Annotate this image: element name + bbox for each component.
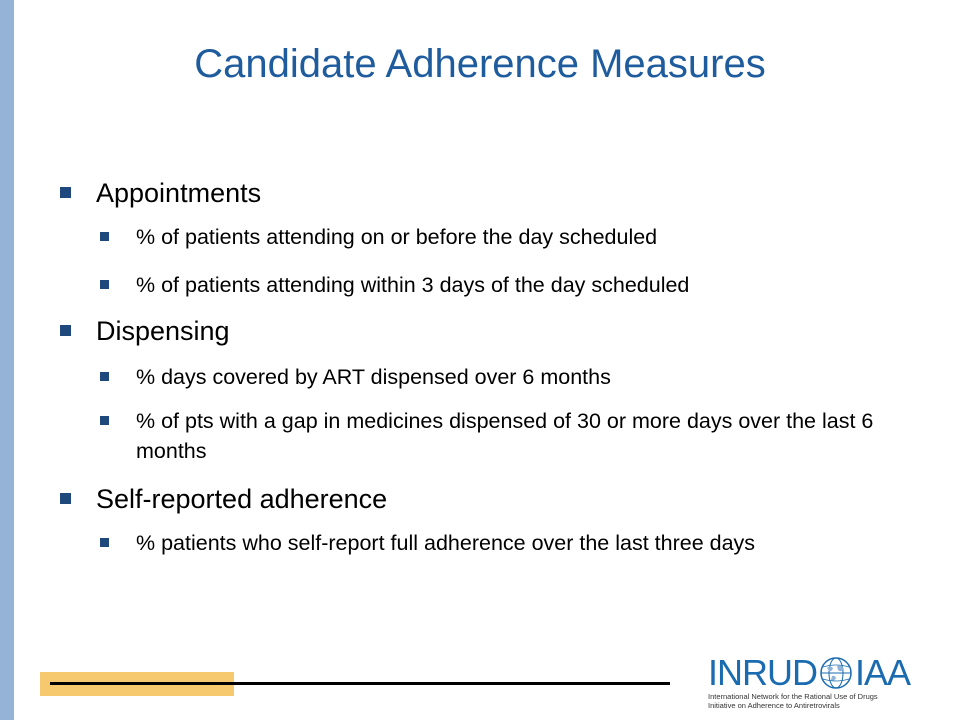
square-bullet-icon bbox=[60, 325, 71, 336]
square-bullet-icon bbox=[100, 280, 109, 289]
logo-right-word: IAA bbox=[855, 652, 911, 693]
slide-content bbox=[58, 176, 918, 558]
footer-divider bbox=[50, 682, 670, 685]
section-heading: Self-reported adherence bbox=[96, 484, 388, 514]
list-item bbox=[98, 270, 918, 300]
section-self-reported bbox=[58, 482, 918, 516]
list-item-text: % of patients attending on or before the day scheduled bbox=[136, 225, 658, 249]
logo-subtitle-line1: International Network for the Rational Use of Drugs bbox=[708, 692, 878, 701]
section-heading: Appointments bbox=[96, 178, 262, 208]
list-item-text: % of patients attending within 3 days of the day scheduled bbox=[136, 273, 690, 297]
logo-subtitle-line2: Initiative on Adherence to Antiretrovirals bbox=[708, 701, 840, 710]
list-item bbox=[98, 406, 876, 466]
square-bullet-icon bbox=[100, 372, 109, 381]
list-item bbox=[98, 362, 918, 392]
list-item bbox=[98, 222, 918, 252]
slide-title: Candidate Adherence Measures bbox=[194, 42, 766, 86]
square-bullet-icon bbox=[100, 232, 109, 241]
section-dispensing bbox=[58, 314, 918, 348]
list-item-text: % patients who self-report full adherence over the last three days bbox=[136, 531, 756, 555]
square-bullet-icon bbox=[60, 493, 71, 504]
section-appointments bbox=[58, 176, 918, 210]
section-heading: Dispensing bbox=[96, 316, 230, 346]
logo-wordmark bbox=[708, 654, 948, 692]
list-item bbox=[98, 528, 876, 558]
square-bullet-icon bbox=[100, 538, 109, 547]
list-item-text: % days covered by ART dispensed over 6 months bbox=[136, 365, 611, 389]
left-accent-bar bbox=[0, 0, 14, 720]
globe-icon bbox=[819, 656, 853, 690]
list-item-text: % of pts with a gap in medicines dispensed of 30 or more days over the last 6 months bbox=[136, 409, 874, 463]
square-bullet-icon bbox=[100, 416, 109, 425]
inrud-iaa-logo bbox=[708, 654, 948, 714]
square-bullet-icon bbox=[60, 187, 71, 198]
logo-left-word: INRUD bbox=[708, 652, 817, 693]
